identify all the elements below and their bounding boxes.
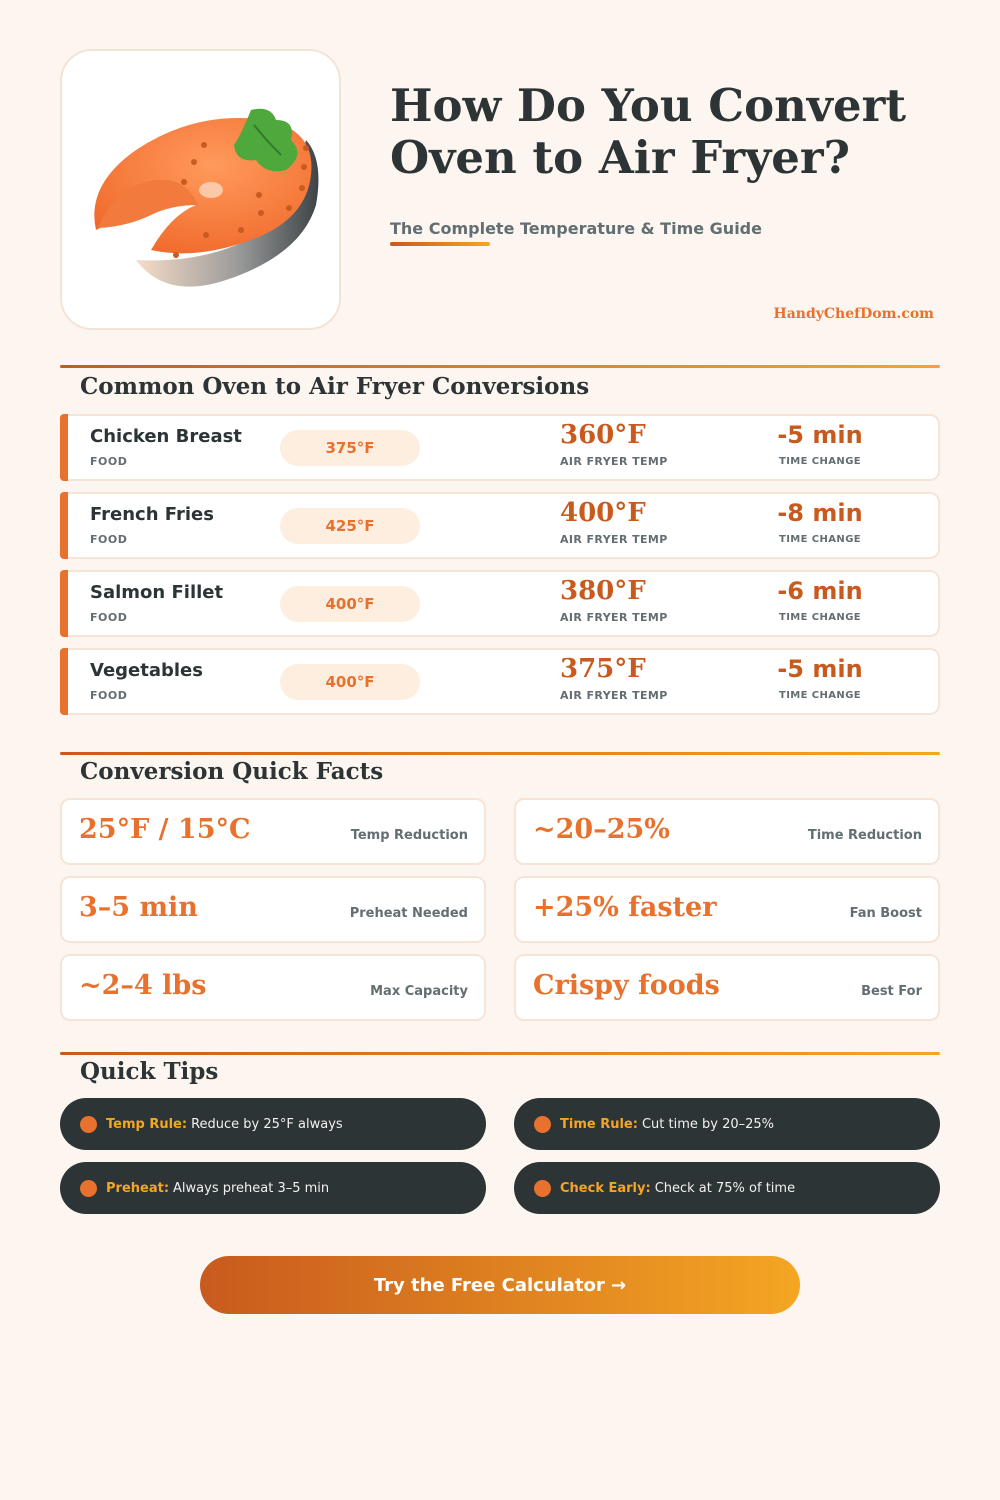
time-change: -6 min	[777, 577, 863, 605]
air-fryer-temp-label: AIR FRYER TEMP	[560, 611, 668, 624]
fact-value: ~20–25%	[533, 814, 670, 845]
air-fryer-temp: 400°F	[560, 498, 646, 528]
fact-value: +25% faster	[533, 892, 717, 923]
title-line-1: How Do You Convert	[390, 79, 907, 132]
salmon-steak-icon	[76, 65, 326, 315]
fact-value: 25°F / 15°C	[79, 814, 251, 845]
fact-label: Fan Boost	[849, 906, 922, 921]
air-fryer-temp-label: AIR FRYER TEMP	[560, 689, 668, 702]
food-name: Chicken Breast	[90, 426, 242, 447]
fact-value: Crispy foods	[533, 970, 720, 1001]
bullet-dot-icon	[534, 1180, 551, 1197]
time-change-label: TIME CHANGE	[778, 690, 862, 701]
tip-text: Reduce by 25°F always	[191, 1116, 343, 1132]
fact-label: Time Reduction	[807, 828, 922, 843]
tip-text: Cut time by 20–25%	[641, 1116, 775, 1132]
time-change-label: TIME CHANGE	[778, 534, 862, 545]
subtitle-underline	[390, 242, 490, 246]
air-fryer-temp: 375°F	[560, 654, 646, 684]
fact-card	[514, 876, 940, 943]
bullet-dot-icon	[80, 1180, 97, 1197]
fact-card	[60, 954, 486, 1021]
food-label: FOOD	[90, 455, 128, 468]
time-change-label: TIME CHANGE	[778, 456, 862, 467]
row-accent-bar	[60, 570, 68, 637]
tip-key: Check Early:	[560, 1180, 651, 1196]
title-line-2: Oven to Air Fryer?	[390, 131, 850, 184]
oven-temp-badge: 400°F	[280, 664, 420, 700]
conversion-row	[60, 648, 940, 715]
fact-label: Temp Reduction	[350, 828, 468, 843]
row-accent-bar	[60, 414, 68, 481]
food-label: FOOD	[90, 533, 128, 546]
tips-section-title: Quick Tips	[80, 1058, 219, 1085]
food-name: French Fries	[90, 504, 214, 525]
bullet-dot-icon	[80, 1116, 97, 1133]
tip-item	[60, 1098, 486, 1150]
air-fryer-temp-label: AIR FRYER TEMP	[560, 533, 668, 546]
food-label: FOOD	[90, 611, 128, 624]
fact-label: Max Capacity	[370, 984, 468, 999]
tip-item	[514, 1162, 940, 1214]
fact-card	[514, 954, 940, 1021]
time-change: -8 min	[777, 499, 863, 527]
air-fryer-temp: 380°F	[560, 576, 646, 606]
tip-text: Check at 75% of time	[654, 1180, 796, 1196]
tip-item	[514, 1098, 940, 1150]
facts-section-title: Conversion Quick Facts	[80, 758, 384, 785]
fact-value: ~2–4 lbs	[79, 970, 207, 1001]
subtitle: The Complete Temperature & Time Guide	[390, 219, 762, 238]
food-name: Vegetables	[90, 660, 203, 681]
fact-label: Best For	[861, 984, 922, 999]
time-change: -5 min	[777, 421, 863, 449]
tip-key: Preheat:	[106, 1180, 170, 1196]
food-name: Salmon Fillet	[90, 582, 224, 603]
oven-temp-badge: 375°F	[280, 430, 420, 466]
time-change: -5 min	[777, 655, 863, 683]
fact-value: 3–5 min	[79, 892, 198, 923]
bullet-dot-icon	[534, 1116, 551, 1133]
time-change-label: TIME CHANGE	[778, 612, 862, 623]
oven-temp-badge: 425°F	[280, 508, 420, 544]
fact-card	[60, 798, 486, 865]
calculator-cta-button[interactable]: Try the Free Calculator →	[200, 1256, 800, 1314]
food-label: FOOD	[90, 689, 128, 702]
oven-temp-badge: 400°F	[280, 586, 420, 622]
conversion-row	[60, 414, 940, 481]
section-divider	[60, 752, 940, 755]
site-credit-link[interactable]: HandyChefDom.com	[773, 306, 934, 322]
fact-label: Preheat Needed	[349, 906, 468, 921]
fact-card	[60, 876, 486, 943]
section-divider	[60, 1052, 940, 1055]
hero-image-frame	[60, 49, 341, 330]
fact-card	[514, 798, 940, 865]
row-accent-bar	[60, 648, 68, 715]
section-divider	[60, 365, 940, 368]
tip-text: Always preheat 3–5 min	[173, 1180, 330, 1196]
conversion-row	[60, 570, 940, 637]
conversions-section-title: Common Oven to Air Fryer Conversions	[80, 373, 590, 400]
conversion-row	[60, 492, 940, 559]
tip-key: Temp Rule:	[106, 1116, 188, 1132]
page-title	[390, 80, 970, 184]
tip-item	[60, 1162, 486, 1214]
tip-key: Time Rule:	[560, 1116, 638, 1132]
air-fryer-temp: 360°F	[560, 420, 646, 450]
row-accent-bar	[60, 492, 68, 559]
air-fryer-temp-label: AIR FRYER TEMP	[560, 455, 668, 468]
